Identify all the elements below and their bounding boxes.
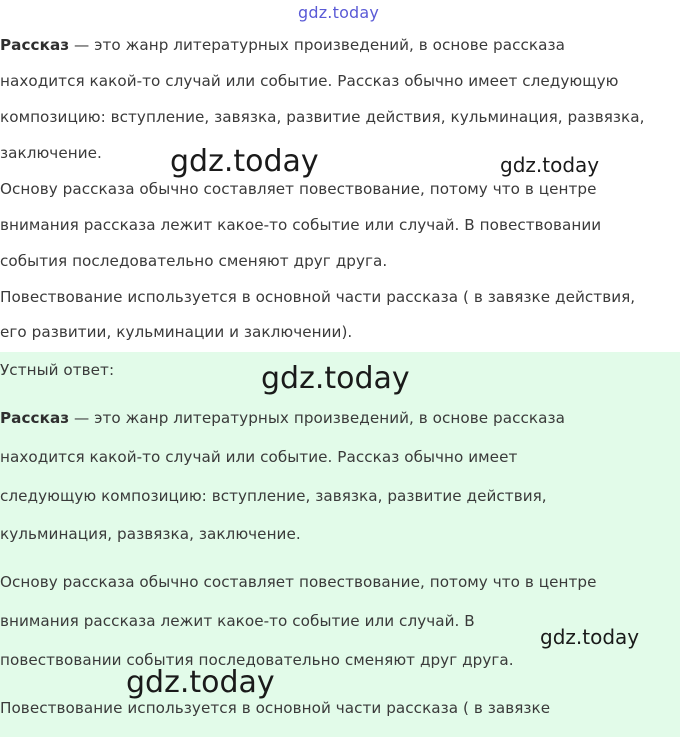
intro-line-8: Повествование используется в основной части рассказа ( в завязке действия, — [0, 288, 636, 306]
intro-line-1 — [0, 35, 565, 55]
answer-line-8: Повествование используется в основной части рассказа ( в завязке — [0, 699, 551, 717]
answer-line-4: кульминация, развязка, заключение. — [0, 525, 301, 543]
watermark-large-2: gdz.today — [261, 361, 410, 396]
intro-term: Рассказ — [0, 36, 70, 54]
intro-line-4: заключение. — [0, 144, 102, 162]
oral-answer-heading: Устный ответ: — [0, 361, 115, 379]
oral-answer-section — [0, 352, 680, 737]
intro-line-5: Основу рассказа обычно составляет повествование, потому что в центре — [0, 180, 597, 198]
intro-line-3: композицию: вступление, завязка, развитие действия, кульминация, развязка, — [0, 108, 645, 126]
answer-line-3: следующую композицию: вступление, завязка, развитие действия, — [0, 487, 547, 505]
answer-term: Рассказ — [0, 409, 70, 427]
answer-line-2: находится какой-то случай или событие. Рассказ обычно имеет — [0, 448, 518, 466]
intro-line-9: его развитии, кульминации и заключении). — [0, 323, 353, 341]
answer-line-1-text: — это жанр литературных произведений, в основе рассказа — [69, 409, 565, 427]
watermark-large-3: gdz.today — [126, 665, 275, 700]
watermark-top: gdz.today — [298, 3, 380, 22]
answer-line-1 — [0, 408, 565, 428]
answer-line-5: Основу рассказа обычно составляет повествование, потому что в центре — [0, 573, 597, 591]
watermark-small-2: gdz.today — [540, 625, 640, 649]
intro-line-6: внимания рассказа лежит какое-то событие или случай. В повествовании — [0, 216, 602, 234]
intro-line-1-text: — это жанр литературных произведений, в основе рассказа — [69, 36, 565, 54]
watermark-small-1: gdz.today — [500, 153, 600, 177]
answer-line-6: внимания рассказа лежит какое-то событие или случай. В — [0, 612, 475, 630]
watermark-large-1: gdz.today — [170, 144, 319, 179]
answer-line-7: повествовании события последовательно сменяют друг друга. — [0, 651, 514, 669]
intro-line-7: события последовательно сменяют друг друга. — [0, 252, 388, 270]
intro-line-2: находится какой-то случай или событие. Рассказ обычно имеет следующую — [0, 72, 619, 90]
